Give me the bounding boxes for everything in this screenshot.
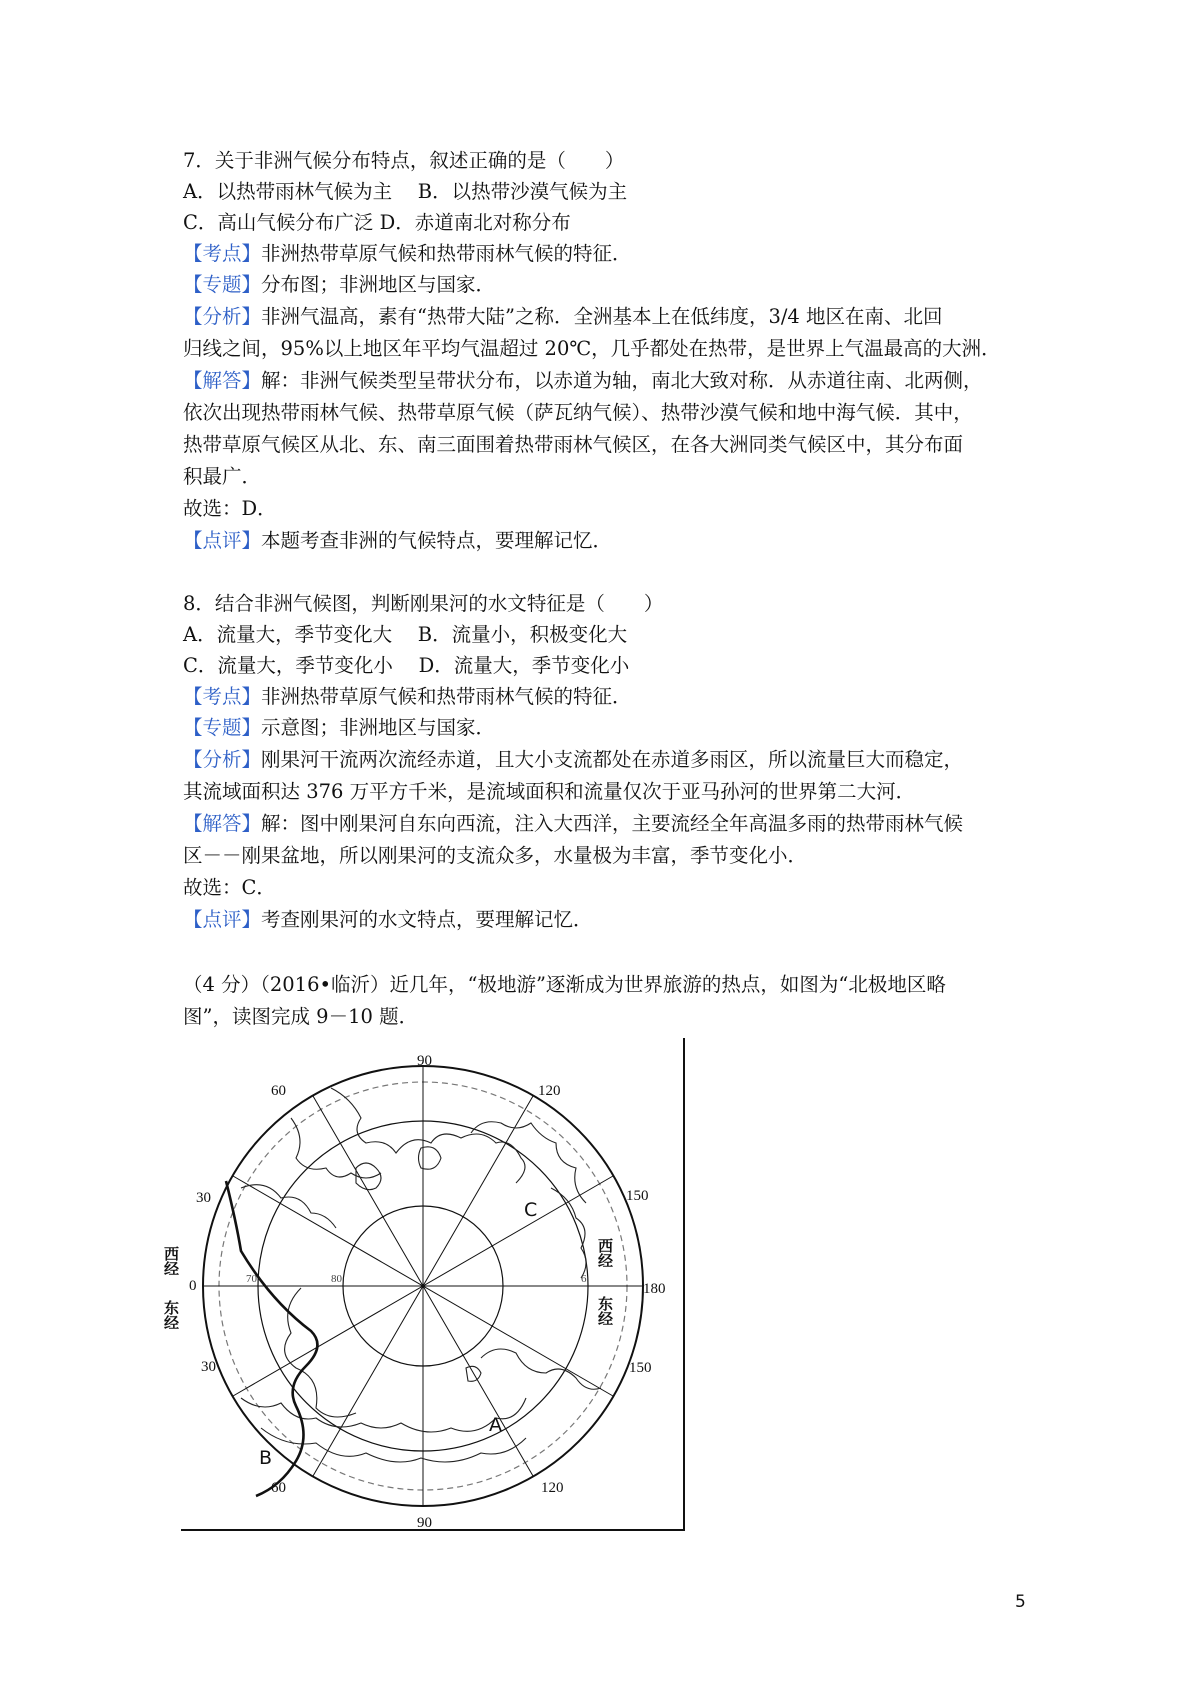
lon-label-120-top: 120 [538, 1083, 561, 1099]
q8-stem: 8．结合非洲气候图，判断刚果河的水文特征是（ ） [183, 592, 664, 615]
coast-east [551, 1188, 586, 1278]
zhuanti-text: 分布图；非洲地区与国家． [261, 273, 496, 296]
q8-answer: 故选：C． [183, 876, 276, 899]
fenxi-tag: 【分析】 [183, 305, 262, 328]
q8-kaodian [183, 682, 632, 712]
zhuanti-tag: 【专题】 [183, 273, 262, 296]
q7-options-cd: C．高山气候分布广泛 D．赤道南北对称分布 [183, 211, 571, 234]
q8-fenxi [183, 745, 963, 775]
lon-label-150-bottom: 150 [629, 1360, 652, 1376]
zhuanti-text: 示意图；非洲地区与国家． [261, 716, 496, 739]
point-a-label: A [489, 1414, 502, 1436]
dianping-tag: 【点评】 [183, 529, 262, 552]
fenxi-text: 刚果河干流两次流经赤道，且大小支流都处在赤道多雨区，所以流量巨大而稳定， [261, 748, 964, 771]
jieda-tag: 【解答】 [183, 369, 262, 392]
map-grid [203, 1066, 643, 1506]
west-longitude-label-left: 西经 [162, 1246, 180, 1276]
east-longitude-label-right: 东经 [596, 1296, 614, 1326]
coast-south [241, 1398, 526, 1432]
q8-options-cd: C．流量大，季节变化小 D．流量大，季节变化小 [183, 654, 630, 677]
q8-jieda [183, 809, 963, 839]
q7-fenxi [183, 302, 943, 332]
q7-jieda-cont-1: 依次出现热带雨林气候、热带草原气候（萨瓦纳气候）、热带沙漠气候和地中海气候．其中， [183, 401, 973, 424]
kaodian-text: 非洲热带草原气候和热带雨林气候的特征． [261, 685, 632, 708]
intro-line-1: （4 分）（2016•临沂）近几年，“极地游”逐渐成为世界旅游的热点，如图为“北极地区略 [183, 973, 946, 996]
q8-fenxi-cont: 其流域面积达 376 万平方千米，是流域面积和流量仅次于亚马孙河的世界第二大河． [183, 780, 916, 803]
dianping-text: 本题考查非洲的气候特点，要理解记忆． [261, 529, 613, 552]
lon-label-90-bottom: 90 [417, 1515, 432, 1531]
dianping-tag: 【点评】 [183, 908, 262, 931]
east-longitude-label-left: 东经 [162, 1300, 180, 1330]
q7-jieda-cont-2: 热带草原气候区从北、东、南三面围着热带雨林气候区，在各大洲同类气候区中，其分布面 [183, 433, 964, 456]
q8-dianping [183, 905, 593, 935]
q7-answer: 故选：D． [183, 497, 277, 520]
lon-label-30-bottom: 30 [201, 1359, 216, 1375]
west-longitude-label-right: 西经 [596, 1238, 614, 1268]
coast-far-south [261, 1428, 526, 1462]
q8-jieda-cont: 区－－刚果盆地，所以刚果河的支流众多，水量极为丰富，季节变化小． [183, 844, 808, 867]
lon-label-150-top: 150 [626, 1188, 649, 1204]
lon-label-30-top: 30 [196, 1190, 211, 1206]
fenxi-tag: 【分析】 [183, 748, 262, 771]
lon-label-60-bottom: 60 [271, 1480, 286, 1496]
q7-zhuanti [183, 270, 495, 300]
coast-northwest [291, 1118, 381, 1178]
q7-kaodian [183, 239, 632, 269]
dianping-text: 考查刚果河的水文特点，要理解记忆． [261, 908, 593, 931]
jieda-text: 解：非洲气候类型呈带状分布，以赤道为轴，南北大致对称．从赤道往南、北两侧， [261, 369, 983, 392]
lat-label-inner-right: 6 [581, 1273, 587, 1285]
arctic-map-figure [162, 1038, 686, 1532]
q7-jieda [183, 366, 983, 396]
intro-line-2: 图”，读图完成 9－10 题． [183, 1005, 419, 1028]
zhuanti-tag: 【专题】 [183, 716, 262, 739]
jieda-text: 解：图中刚果河自东向西流，注入大西洋，主要流经全年高温多雨的热带雨林气候 [261, 812, 964, 835]
coast-southeast [481, 1349, 601, 1389]
lon-label-60-top: 60 [271, 1083, 286, 1099]
q7-dianping [183, 526, 612, 556]
fenxi-text: 非洲气温高，素有“热带大陆”之称．全洲基本上在低纬度，3/4 地区在南、北回 [261, 305, 943, 328]
q7-stem: 7．关于非洲气候分布特点，叙述正确的是（ ） [183, 149, 625, 172]
q7-fenxi-cont: 归线之间，95%以上地区年平均气温超过 20℃，几乎都处在热带，是世界上气温最高的大洲． [183, 337, 1001, 360]
lon-label-90-top: 90 [417, 1053, 432, 1069]
lon-label-0: 0 [189, 1278, 197, 1294]
lat-label-70: 70 [246, 1273, 257, 1285]
q7-options-ab: A．以热带雨林气候为主 B．以热带沙漠气候为主 [183, 180, 628, 203]
q8-options-ab: A．流量大，季节变化大 B．流量小，积极变化大 [183, 623, 628, 646]
q7-jieda-cont-3: 积最广． [183, 465, 262, 488]
q8-zhuanti [183, 713, 495, 743]
lat-label-80: 80 [331, 1273, 342, 1285]
page-number: 5 [1015, 1592, 1026, 1612]
lon-label-120-bottom: 120 [541, 1480, 564, 1496]
point-b-label: B [259, 1447, 273, 1469]
arctic-map [162, 1038, 686, 1532]
point-c-label: C [524, 1199, 538, 1221]
kaodian-text: 非洲热带草原气候和热带雨林气候的特征． [261, 242, 632, 265]
island-2 [419, 1147, 442, 1170]
kaodian-tag: 【考点】 [183, 242, 262, 265]
kaodian-tag: 【考点】 [183, 685, 262, 708]
lon-label-180: 180 [643, 1281, 666, 1297]
jieda-tag: 【解答】 [183, 812, 262, 835]
